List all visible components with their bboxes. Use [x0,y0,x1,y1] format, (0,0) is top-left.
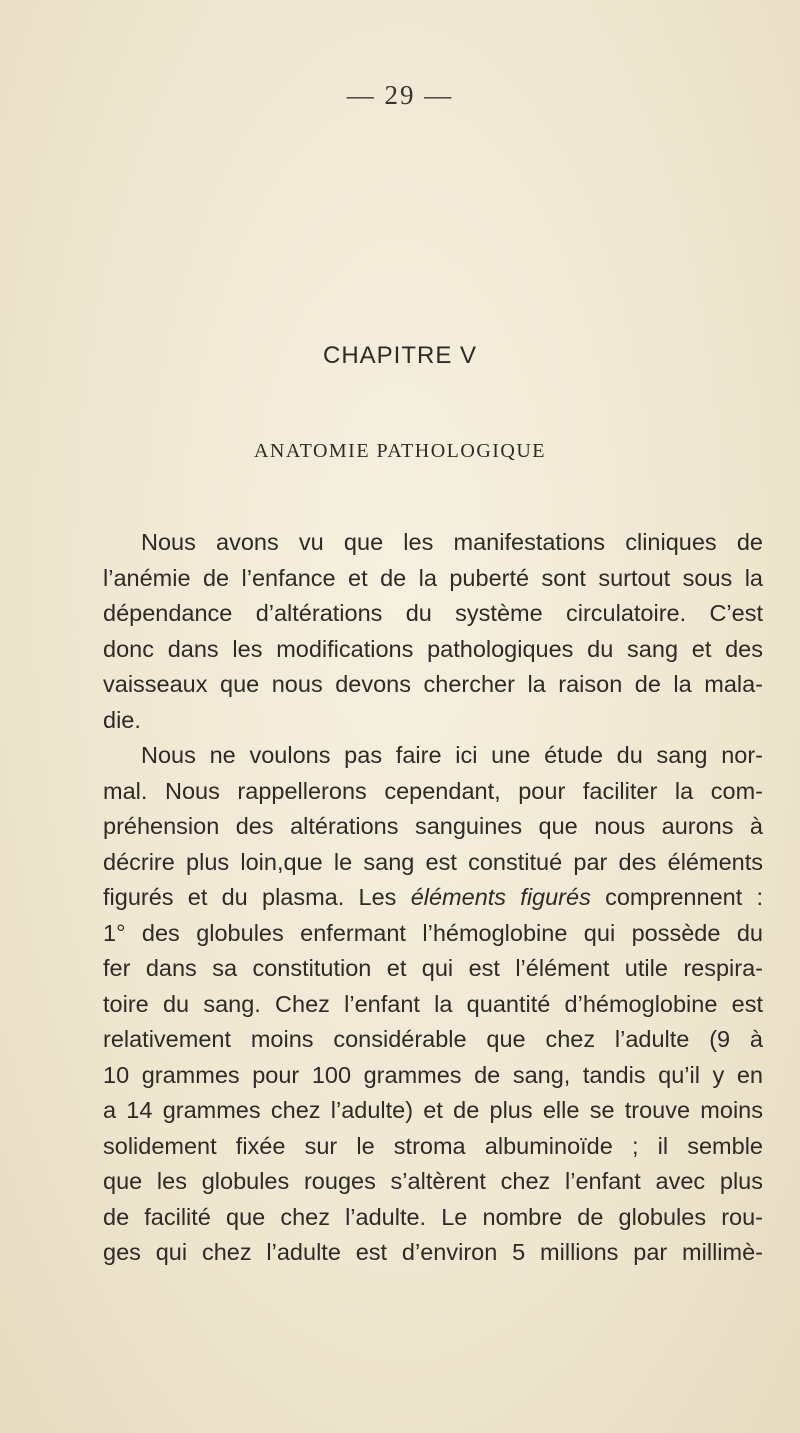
text-line-mixed [103,880,763,916]
text-line: décrire plus loin,que le sang est constitué par des éléments [103,848,763,875]
text-line: toire du sang. Chez l’enfant la quantité d’hémoglobine est [103,990,763,1017]
text-line: que les globules rouges s’altèrent chez l’enfant avec plus [103,1168,763,1194]
section-title: ANATOMIE PATHOLOGIQUE [253,440,547,462]
text-line: ges qui chez l’adulte est d’environ 5 millions par millimè- [103,1239,763,1265]
text-line: solidement fixée sur le stroma albuminoïde ; il semble [103,1132,763,1159]
page-number: — 29 — [346,80,454,110]
text-line: dépendance d’altérations du système circulatoire. C’est [103,600,763,626]
text-segment: Les [358,884,411,910]
text-line: fer dans sa constitution et qui est l’élément utile respira- [103,955,763,981]
text-line: 10 grammes pour 100 grammes de sang, tandis qu’il y en [103,1061,763,1088]
text-line: relativement moins considérable que chez l’adulte (9 à [103,1026,763,1052]
text-line: mal. Nous rappellerons cependant, pour faciliter la com- [103,777,763,804]
paragraph-1 [103,525,763,738]
chapter-title: CHAPITRE V [322,342,478,369]
text-line: préhension des altérations sanguines que nous aurons à [103,813,763,839]
text-segment: figurés et du plasma. [103,884,345,910]
italic-term: éléments figurés [410,884,591,910]
text-line: Nous ne voulons pas faire ici une étude du sang nor- [141,742,763,768]
text-line: l’anémie de l’enfance et de la puberté sont surtout sous la [103,564,763,591]
text-line: donc dans les modifications pathologiques du sang et des [103,635,763,662]
text-segment: comprennent : [590,884,764,910]
paragraph-2 [103,738,763,1271]
text-line: Nous avons vu que les manifestations cliniques de [141,529,763,555]
text-line: a 14 grammes chez l’adulte) et de plus elle se trouve moins [103,1097,763,1123]
text-line: 1° des globules enfermant l’hémoglobine qui possède du [103,919,763,946]
body-text [103,525,763,1271]
text-line: die. [103,706,141,733]
text-line: vaisseaux que nous devons chercher la raison de la mala- [103,671,763,697]
text-line: de facilité que chez l’adulte. Le nombre de globules rou- [103,1203,763,1230]
